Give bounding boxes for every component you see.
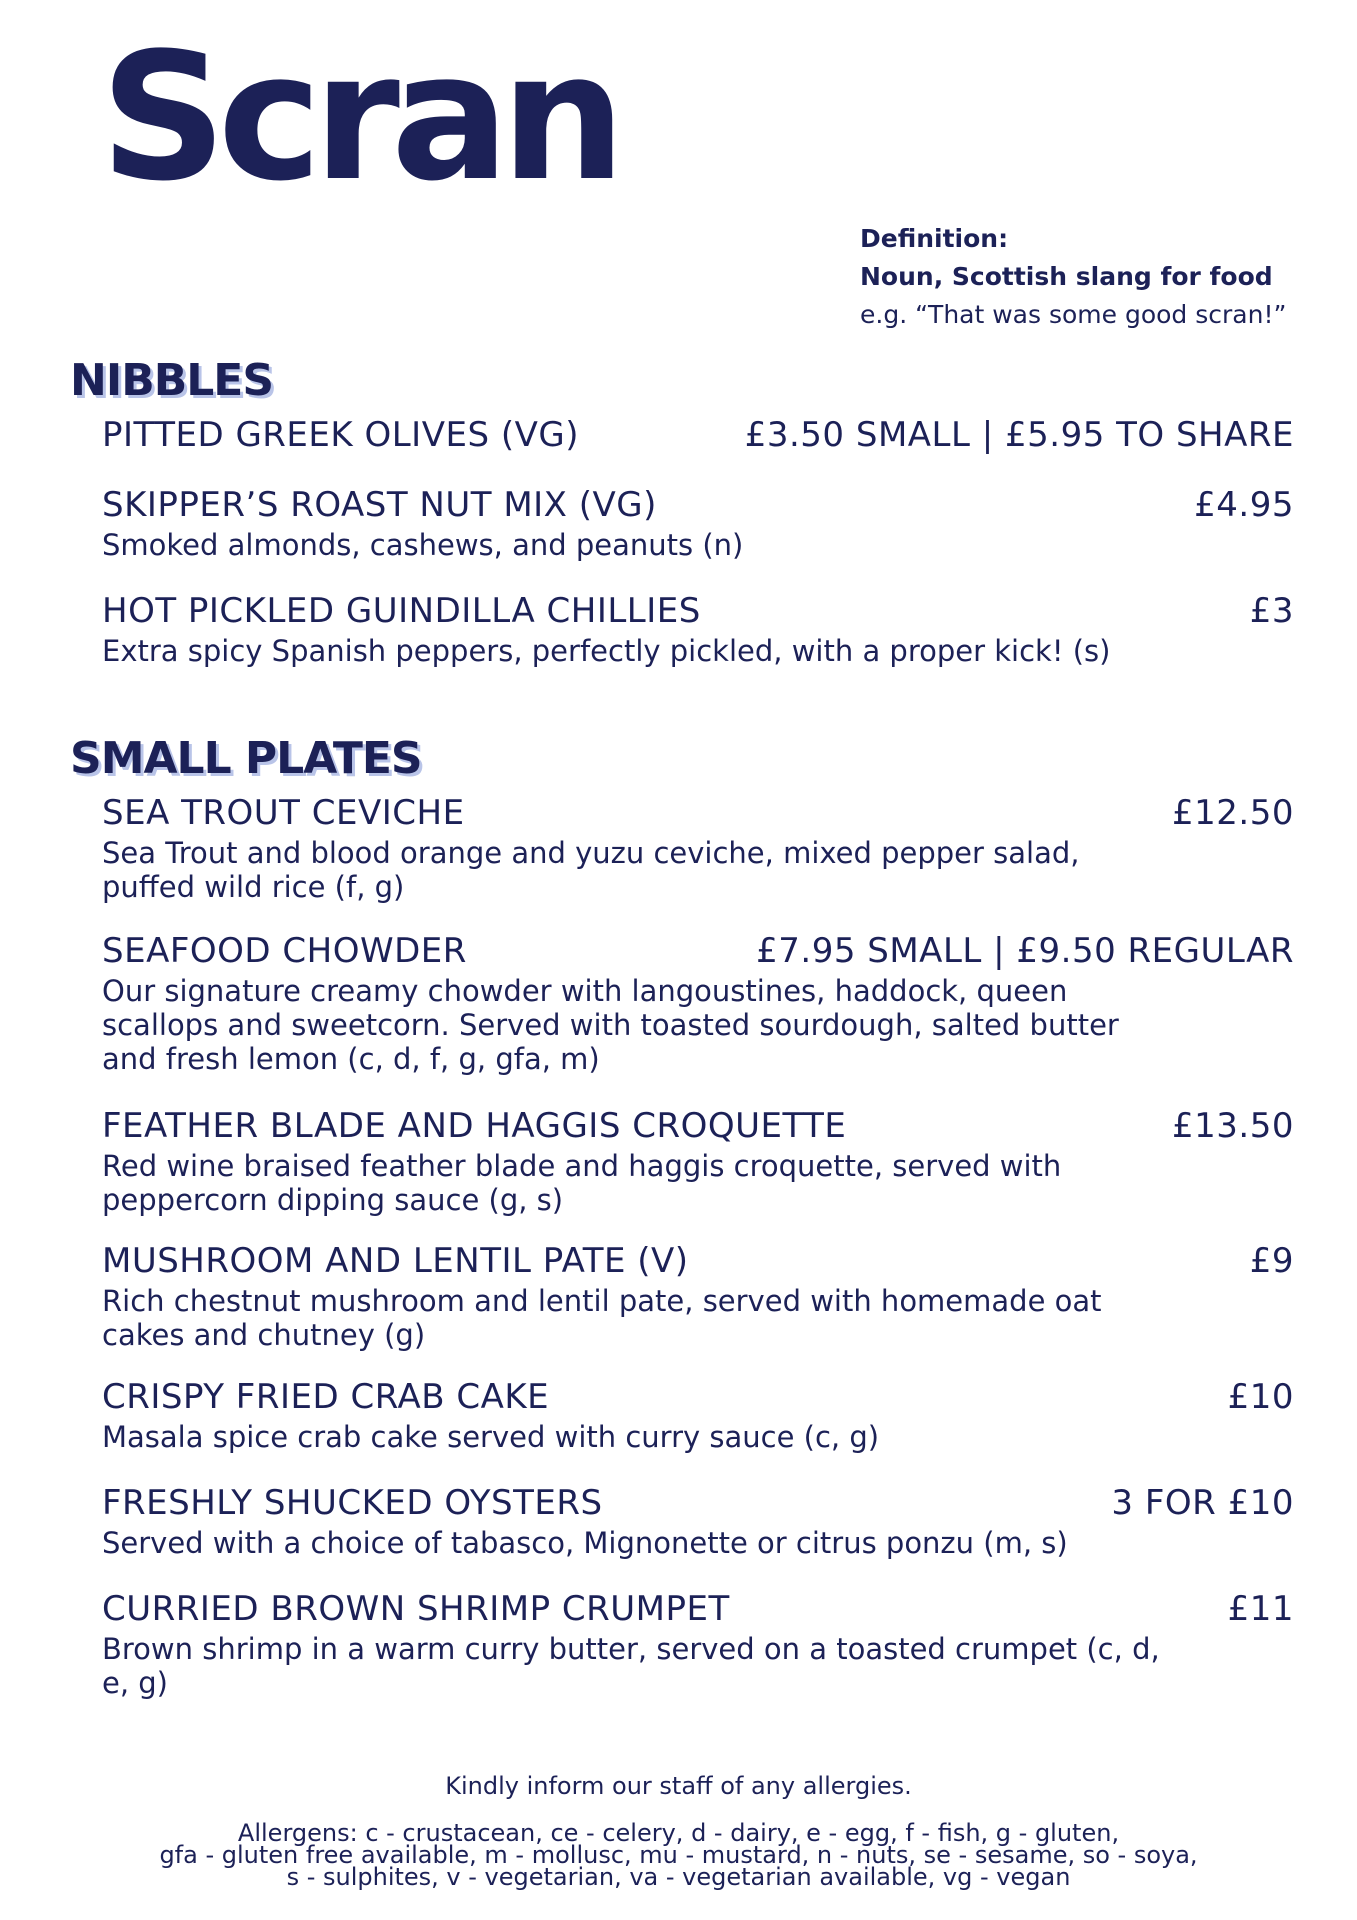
item-name: SKIPPER’S ROAST NUT MIX (VG) [102,485,657,525]
item-price: 3 FOR £10 [1111,1483,1294,1523]
item-price: £7.95 SMALL | £9.50 REGULAR [756,931,1294,971]
item-price: £3.50 SMALL | £5.95 TO SHARE [744,415,1294,455]
item-name: CURRIED BROWN SHRIMP CRUMPET [102,1589,730,1629]
menu-item [102,792,1294,904]
menu-item [102,1240,1294,1352]
definition-label: Definition: [860,224,1009,253]
menu-item [102,484,1294,562]
item-name: FEATHER BLADE AND HAGGIS CROQUETTE [102,1106,847,1146]
item-description: Sea Trout and blood orange and yuzu ceviche, mixed pepper salad, puffed wild rice (f, g) [102,836,1080,904]
item-description: Rich chestnut mushroom and lentil pate, served with homemade oat cakes and chutney (g) [102,1284,1102,1352]
item-price: £10 [1227,1377,1294,1417]
item-name: PITTED GREEK OLIVES (VG) [102,415,579,455]
item-price: £12.50 [1172,793,1294,833]
footer [0,1772,1357,1891]
allergens-line: Allergens: c - crustacean, ce - celery, d - dairy, e - egg, f - fish, g - gluten, [237,1819,1120,1847]
section-title-small-plates: SMALL PLATES [70,733,422,784]
item-description: Red wine braised feather blade and haggis croquette, served with peppercorn dipping sauce (g, s) [102,1149,1062,1217]
section-title-nibbles: NIBBLES [70,355,274,406]
item-name: HOT PICKLED GUINDILLA CHILLIES [102,591,701,631]
item-description: Served with a choice of tabasco, Mignonette or citrus ponzu (m, s) [102,1526,1068,1560]
menu-item [102,1376,1294,1454]
item-description: Smoked almonds, cashews, and peanuts (n) [102,528,744,562]
item-name: FRESHLY SHUCKED OYSTERS [102,1483,603,1523]
logo-scran: Scran [100,15,617,220]
item-description: Brown shrimp in a warm curry butter, served on a toasted crumpet (c, d, e, g) [102,1632,1160,1700]
definition-meaning: Noun, Scottish slang for food [860,262,1273,291]
item-name: SEAFOOD CHOWDER [102,931,467,971]
allergens-legend [0,1819,1357,1891]
item-name: SEA TROUT CEVICHE [102,793,465,833]
menu-item [102,1105,1294,1217]
item-description: Extra spicy Spanish peppers, perfectly pickled, with a proper kick! (s) [102,634,1111,668]
allergy-note: Kindly inform our staff of any allergies. [445,1772,912,1800]
item-name: CRISPY FRIED CRAB CAKE [102,1377,550,1417]
item-price: £4.95 [1194,485,1294,525]
menu-item [102,930,1294,1076]
item-price: £11 [1227,1589,1294,1629]
definition-block [860,220,1286,334]
item-price: £13.50 [1172,1106,1294,1146]
allergens-line: s - sulphites, v - vegetarian, va - vegetarian available, vg - vegan [286,1863,1071,1891]
allergens-line: gfa - gluten free available, m - mollusc, mu - mustard, n - nuts, se - sesame, so - soya, [159,1841,1198,1869]
menu-item [102,1482,1294,1560]
item-price: £9 [1249,1241,1294,1281]
definition-example: e.g. “That was some good scran!” [860,300,1287,329]
item-description: Masala spice crab cake served with curry sauce (c, g) [102,1420,880,1454]
item-name: MUSHROOM AND LENTIL PATE (V) [102,1241,689,1281]
menu-item [102,414,1294,456]
menu-item [102,1588,1294,1700]
item-description: Our signature creamy chowder with langoustines, haddock, queen scallops and sweetcorn. Served with toasted sourdough, salted butter and fresh lemon (c, d, f, g, gfa, m) [102,974,1119,1076]
item-price: £3 [1249,591,1294,631]
menu-item [102,590,1294,668]
